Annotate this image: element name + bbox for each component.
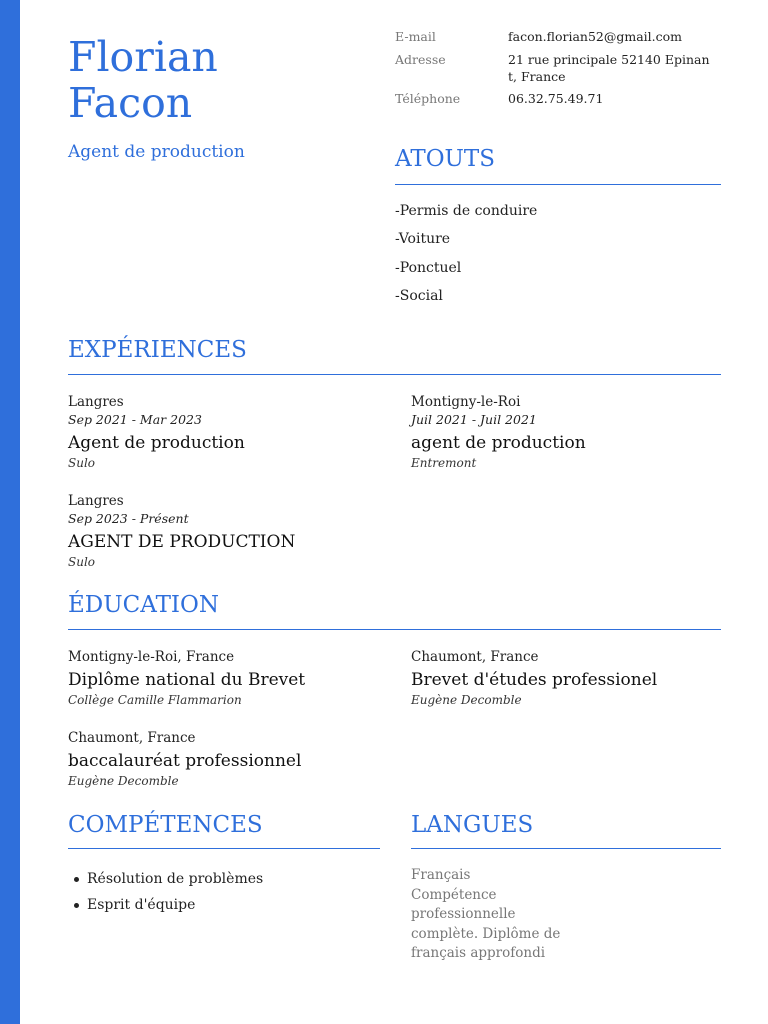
address-label: Adresse — [395, 52, 446, 67]
atouts-heading: ATOUTS — [395, 146, 496, 172]
phone-label: Téléphone — [395, 91, 461, 106]
education-entry — [411, 648, 731, 708]
left-accent-bar — [0, 0, 20, 1024]
language-level: Compétence professionnelle complète. Diplôme de français approfondi — [411, 886, 561, 961]
education-school: Eugène Decomble — [68, 774, 179, 788]
job-title: Agent de production — [68, 142, 245, 162]
address-row — [395, 51, 725, 85]
experience-entry — [411, 393, 731, 471]
experience-company: Sulo — [68, 456, 96, 470]
skill-label: Esprit d'équipe — [87, 897, 196, 913]
education-degree: baccalauréat professionnel — [68, 751, 302, 771]
education-entry — [68, 648, 388, 708]
atouts-divider — [395, 184, 721, 185]
atout-item: -Voiture — [395, 231, 451, 247]
email-row — [395, 28, 725, 45]
experience-location: Langres — [68, 394, 124, 410]
education-divider — [68, 629, 721, 630]
skill-item — [74, 892, 263, 918]
first-name: Florian — [68, 33, 218, 81]
email-label: E-mail — [395, 29, 436, 44]
experience-location: Montigny-le-Roi — [411, 394, 521, 410]
experience-role: agent de production — [411, 433, 586, 453]
education-school: Collège Camille Flammarion — [68, 693, 242, 707]
contact-block — [395, 28, 725, 113]
experience-dates: Juil 2021 - Juil 2021 — [411, 412, 537, 427]
experience-dates: Sep 2023 - Présent — [68, 511, 189, 526]
language-name: Français — [411, 867, 471, 883]
skills-list — [74, 866, 263, 918]
experience-entry — [68, 393, 388, 471]
experience-dates: Sep 2021 - Mar 2023 — [68, 412, 202, 427]
bullet-icon — [74, 877, 79, 882]
education-degree: Brevet d'études professionel — [411, 670, 658, 690]
competences-heading: COMPÉTENCES — [68, 812, 263, 838]
last-name: Facon — [68, 79, 193, 127]
education-school: Eugène Decomble — [411, 693, 522, 707]
skill-label: Résolution de problèmes — [87, 871, 264, 887]
atout-item: -Social — [395, 288, 443, 304]
education-degree: Diplôme national du Brevet — [68, 670, 306, 690]
education-heading: ÉDUCATION — [68, 592, 219, 618]
education-location: Chaumont, France — [411, 649, 539, 665]
atout-item: -Permis de conduire — [395, 203, 538, 219]
experience-role: AGENT DE PRODUCTION — [68, 532, 296, 552]
candidate-name — [68, 34, 218, 126]
address-value: 21 rue principale 52140 Epinant, France — [508, 52, 710, 84]
competences-divider — [68, 848, 380, 849]
education-location: Chaumont, France — [68, 730, 196, 746]
education-entry — [68, 729, 388, 789]
education-location: Montigny-le-Roi, France — [68, 649, 235, 665]
experience-role: Agent de production — [68, 433, 245, 453]
experience-location: Langres — [68, 493, 124, 509]
phone-row — [395, 90, 725, 107]
experience-company: Entremont — [411, 456, 477, 470]
experiences-divider — [68, 374, 721, 375]
atout-item: -Ponctuel — [395, 260, 462, 276]
langues-heading: LANGUES — [411, 812, 534, 838]
skill-item — [74, 866, 263, 892]
email-value[interactable]: facon.florian52@gmail.com — [508, 29, 683, 44]
bullet-icon — [74, 903, 79, 908]
language-entry — [411, 866, 571, 964]
experience-company: Sulo — [68, 555, 96, 569]
phone-value: 06.32.75.49.71 — [508, 91, 604, 106]
langues-divider — [411, 848, 721, 849]
experiences-heading: EXPÉRIENCES — [68, 337, 247, 363]
experience-entry — [68, 492, 388, 570]
